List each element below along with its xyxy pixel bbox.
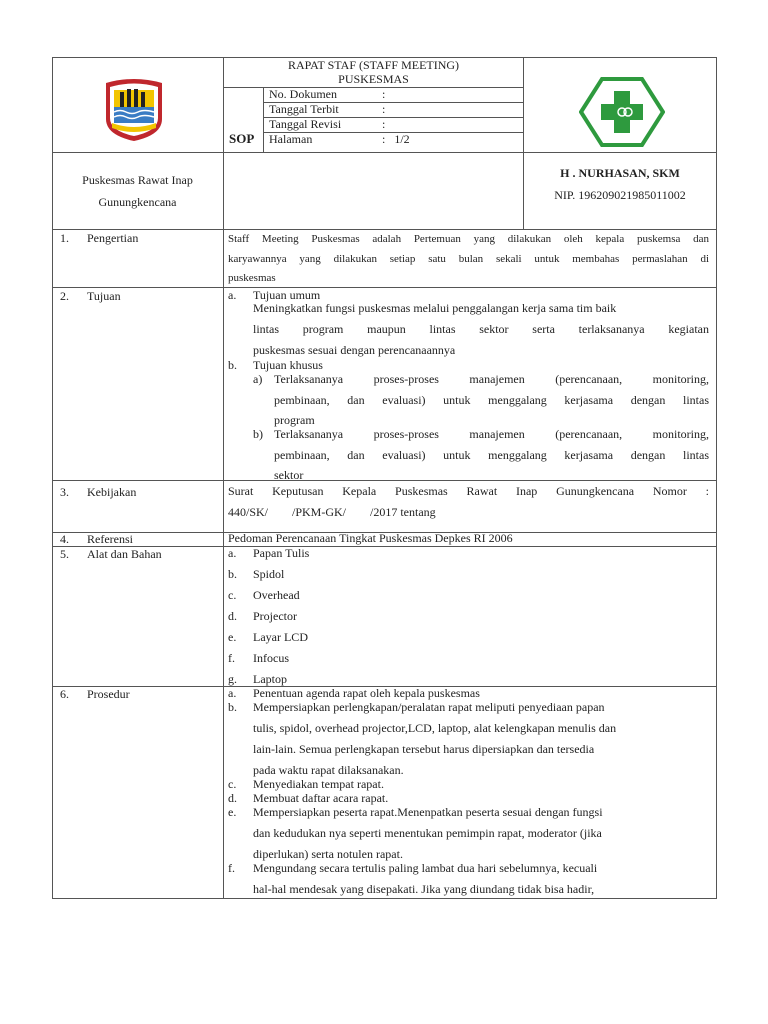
kebijakan-line: Surat Keputusan Kepala Puskesmas Rawat Inap Gunungkencana Nomor : xyxy=(228,484,709,498)
prosedur-d-key: d. xyxy=(228,791,237,805)
prosedur-f-line: Mengundang secara tertulis paling lambat dua hari sebelumnya, kecuali xyxy=(253,861,598,875)
tujuan-b2-line: Terlaksananya proses-proses manajemen (perencanaan, monitoring, xyxy=(274,427,709,441)
header-divider xyxy=(52,152,717,153)
list-title: Tujuan umum xyxy=(253,288,321,302)
list-key: c. xyxy=(228,588,237,602)
section-number: 2. xyxy=(60,289,69,303)
list-key: e. xyxy=(228,630,237,644)
border-bottom xyxy=(52,898,717,899)
prosedur-b-line: pada waktu rapat dilaksanakan. xyxy=(253,763,404,777)
tujuan-b1-key: a) xyxy=(253,372,263,386)
tujuan-a-line: Meningkatkan fungsi puskesmas melalui penggalangan kerja sama tim baik xyxy=(253,301,617,315)
section-title: Kebijakan xyxy=(87,485,137,499)
title-divider xyxy=(223,87,523,88)
prosedur-f-line: hal-hal mendesak yang disepakati. Jika yang diundang tidak bisa hadir, xyxy=(253,882,595,896)
prosedur-c-key: c. xyxy=(228,777,237,791)
prosedur-e-line: Mempersiapkan peserta rapat.Menenpatkan peserta sesuai dengan fungsi xyxy=(253,805,603,819)
prosedur-b-line: Mempersiapkan perlengkapan/peralatan rapat meliputi penyediaan papan xyxy=(253,700,605,714)
sop-divider xyxy=(263,87,264,152)
puskesmas-logo-icon xyxy=(579,77,665,152)
section-number: 1. xyxy=(60,231,69,245)
section-number: 6. xyxy=(60,687,69,701)
list-key: b. xyxy=(228,567,237,581)
prosedur-b-line: lain-lain. Semua perlengkapan tersebut harus dipersiapkan dan tersedia xyxy=(253,742,595,756)
signer-name: H . NURHASAN, SKM xyxy=(560,166,680,180)
list-text: Papan Tulis xyxy=(253,546,310,560)
org-name-line1: Puskesmas Rawat Inap xyxy=(82,173,193,187)
prosedur-e-line: diperlukan) serta notulen rapat. xyxy=(253,847,403,861)
meta-label-no-dokumen: No. Dokumen xyxy=(269,87,337,101)
list-text: Spidol xyxy=(253,567,285,581)
tujuan-b2-line: sektor xyxy=(274,468,304,482)
tujuan-b1-line: program xyxy=(274,413,315,427)
row-divider xyxy=(52,480,717,481)
referensi-text: Pedoman Perencanaan Tingkat Puskesmas Depkes RI 2006 xyxy=(228,531,513,545)
sop-document xyxy=(52,57,717,899)
prosedur-b-line: tulis, spidol, overhead projector,LCD, laptop, alat kelengkapan menulis dan xyxy=(253,721,617,735)
section-number: 4. xyxy=(60,532,69,546)
column-divider xyxy=(523,57,524,229)
prosedur-e-line: dan kedudukan nya seperti menentukan pemimpin rapat, moderator (jika xyxy=(253,826,602,840)
regency-logo-icon xyxy=(98,79,170,148)
prosedur-a-key: a. xyxy=(228,686,237,700)
list-key: g. xyxy=(228,672,237,686)
section-number: 3. xyxy=(60,485,69,499)
meta-value-no-dokumen: : xyxy=(382,87,386,101)
tujuan-b1-line: Terlaksananya proses-proses manajemen (perencanaan, monitoring, xyxy=(274,372,709,386)
section-title: Tujuan xyxy=(87,289,121,303)
section-title: Alat dan Bahan xyxy=(87,547,162,561)
tujuan-a-line: lintas program maupun lintas sektor serta terlaksananya kegiatan xyxy=(253,322,709,336)
column-divider xyxy=(223,57,224,899)
sop-label: SOP xyxy=(229,131,255,146)
meta-value-halaman: : 1/2 xyxy=(382,132,410,146)
tujuan-b2-key: b) xyxy=(253,427,263,441)
prosedur-d-line: Membuat daftar acara rapat. xyxy=(253,791,389,805)
kebijakan-line: 440/SK/ /PKM-GK/ /2017 tentang xyxy=(228,505,436,519)
org-name-line2: Gunungkencana xyxy=(98,195,177,209)
document-title-line1: RAPAT STAF (STAFF MEETING) xyxy=(287,58,460,72)
prosedur-e-key: e. xyxy=(228,805,237,819)
pengertian-line: Staff Meeting Puskesmas adalah Pertemuan yang dilakukan oleh kepala puskemsa dan xyxy=(228,233,709,245)
section-number: 5. xyxy=(60,547,69,561)
list-key: a. xyxy=(228,546,237,560)
border-right xyxy=(716,57,717,899)
tujuan-a-line: puskesmas sesuai dengan perencanaannya xyxy=(253,343,456,357)
meta-value-tanggal-revisi: : xyxy=(382,117,386,131)
document-title-line2: PUSKESMAS xyxy=(338,72,409,86)
section-title: Referensi xyxy=(87,532,133,546)
pengertian-line: karyawannya yang dilakukan setiap satu bulan sekali untuk membahas permaslahan di xyxy=(228,253,709,265)
list-title: Tujuan khusus xyxy=(253,358,323,372)
row-divider xyxy=(52,287,717,288)
list-text: Infocus xyxy=(253,651,289,665)
prosedur-a-line: Penentuan agenda rapat oleh kepala puskesmas xyxy=(253,686,480,700)
prosedur-c-line: Menyediakan tempat rapat. xyxy=(253,777,384,791)
list-key: a. xyxy=(228,288,237,302)
list-key: f. xyxy=(228,651,235,665)
meta-value-tanggal-terbit: : xyxy=(382,102,386,116)
list-key: d. xyxy=(228,609,237,623)
list-text: Layar LCD xyxy=(253,630,308,644)
list-key: b. xyxy=(228,358,237,372)
prosedur-b-key: b. xyxy=(228,700,237,714)
prosedur-f-key: f. xyxy=(228,861,235,875)
pengertian-line: puskesmas xyxy=(228,272,276,284)
section-title: Pengertian xyxy=(87,231,139,245)
signer-nip: NIP. 196209021985011002 xyxy=(554,188,686,202)
list-text: Overhead xyxy=(253,588,300,602)
list-text: Projector xyxy=(253,609,297,623)
section-title: Prosedur xyxy=(87,687,130,701)
meta-label-tanggal-terbit: Tanggal Terbit xyxy=(269,102,339,116)
meta-label-halaman: Halaman xyxy=(269,132,313,146)
meta-label-tanggal-revisi: Tanggal Revisi xyxy=(269,117,342,131)
list-text: Laptop xyxy=(253,672,287,686)
tujuan-b2-line: pembinaan, dan evaluasi) untuk menggalang kerjasama dengan lintas xyxy=(274,448,709,462)
tujuan-b1-line: pembinaan, dan evaluasi) untuk menggalang kerjasama dengan lintas xyxy=(274,393,709,407)
